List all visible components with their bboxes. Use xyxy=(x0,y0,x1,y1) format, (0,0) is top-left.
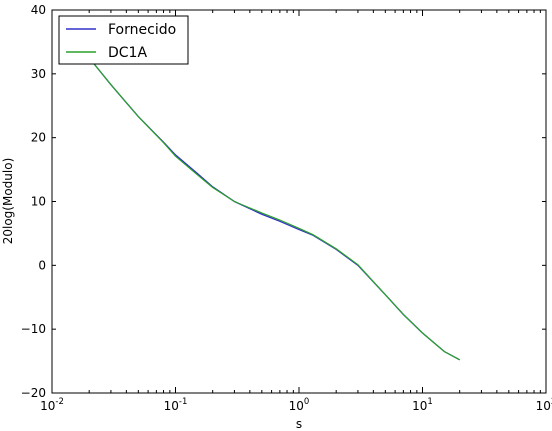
y-tick-label: 40 xyxy=(30,3,46,17)
x-tick-label: $10^1$ xyxy=(412,397,433,413)
y-tick-label: 30 xyxy=(30,66,46,81)
y-tick-label: 10 xyxy=(30,194,46,209)
x-tick-label: $10^{-1}$ xyxy=(163,397,188,413)
y-axis-label: 20log(Modulo) xyxy=(1,157,15,245)
y-tick-label: −10 xyxy=(20,322,46,337)
x-axis-label: s xyxy=(295,417,303,431)
x-tick-label: $10^0$ xyxy=(288,397,310,413)
x-tick-label: $10^{-2}$ xyxy=(40,397,64,413)
plot-area xyxy=(52,10,546,393)
legend xyxy=(59,16,188,64)
y-tick-labels xyxy=(21,3,46,400)
legend-label-fornecido: Fornecido xyxy=(108,22,177,38)
x-tick-label: 10 xyxy=(535,399,551,413)
y-tick-label: 0 xyxy=(38,258,46,273)
y-tick-label: −20 xyxy=(20,386,46,400)
y-tick-label: 20 xyxy=(30,130,46,145)
x-tick-labels xyxy=(40,397,552,413)
legend-label-dc1a: DC1A xyxy=(108,45,148,61)
